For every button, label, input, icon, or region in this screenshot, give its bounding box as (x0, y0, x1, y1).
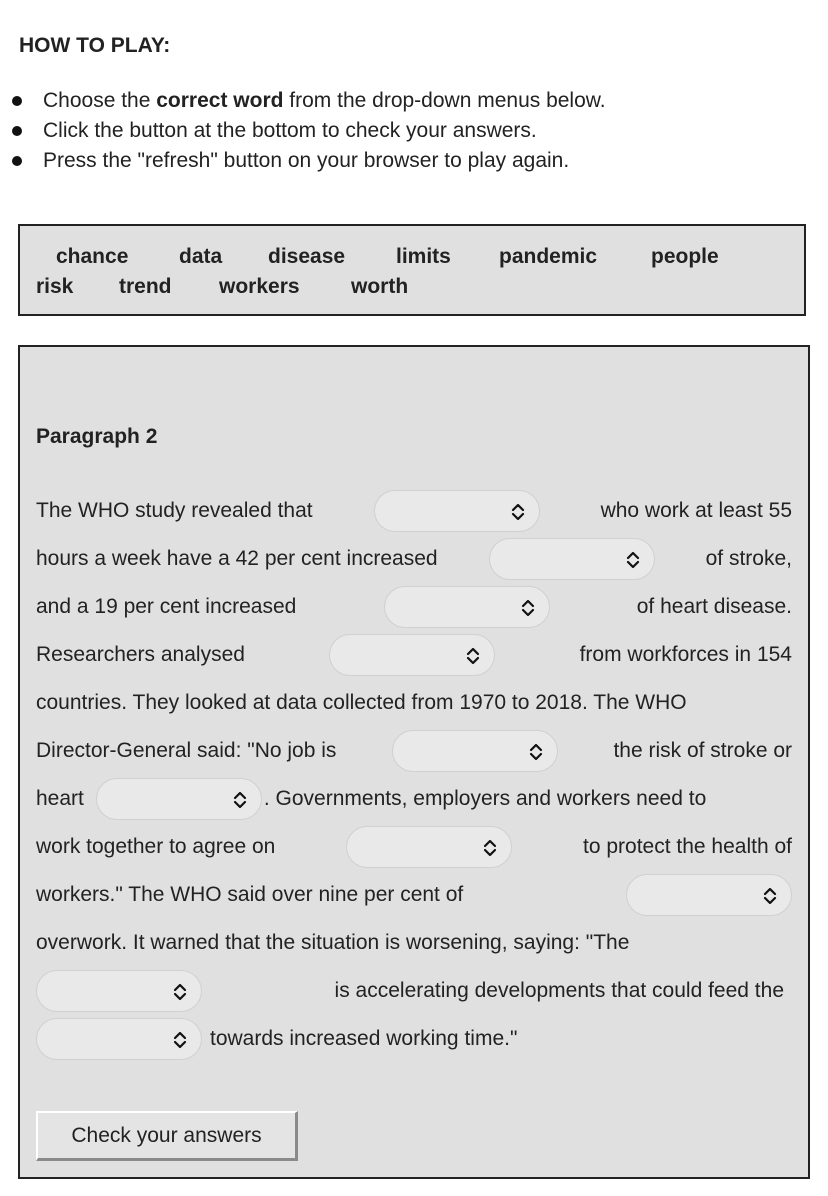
instruction-text: from the drop-down menus below. (283, 89, 606, 112)
chevron-up-down-icon (173, 983, 187, 1001)
paragraph-text: the risk of stroke or (613, 739, 792, 762)
answer-dropdown-4[interactable] (329, 634, 495, 676)
paragraph-text: workers." The WHO said over nine per cent of (36, 883, 464, 906)
chevron-up-down-icon (511, 503, 525, 521)
answer-dropdown-9[interactable] (36, 970, 202, 1012)
instruction-emphasis: correct word (156, 89, 284, 112)
text-line (36, 1015, 792, 1063)
paragraph-text: and a 19 per cent increased (36, 595, 297, 618)
word-bank-item: risk (36, 275, 74, 298)
chevron-up-down-icon (529, 743, 543, 761)
paragraph-text: who work at least 55 (600, 499, 792, 522)
chevron-up-down-icon (173, 1031, 187, 1049)
text-line (36, 823, 792, 871)
paragraph-text: towards increased working time." (210, 1027, 518, 1050)
chevron-up-down-icon (233, 791, 247, 809)
instruction-item (0, 86, 828, 116)
paragraph-text: overwork. It warned that the situation is worsening, saying: "The (36, 931, 630, 954)
text-line (36, 631, 792, 679)
instruction-text: Press the "refresh" button on your browser to play again. (43, 149, 570, 172)
paragraph-text: to protect the health of (583, 835, 792, 858)
paragraph-text: of heart disease. (636, 595, 792, 618)
text-line (36, 775, 792, 823)
answer-dropdown-3[interactable] (384, 586, 550, 628)
chevron-up-down-icon (626, 551, 640, 569)
text-line (36, 535, 792, 583)
paragraph-text: hours a week have a 42 per cent increased (36, 547, 438, 570)
answer-dropdown-2[interactable] (489, 538, 655, 580)
answer-dropdown-5[interactable] (392, 730, 558, 772)
word-bank-item: trend (119, 275, 172, 298)
paragraph-text: Researchers analysed (36, 643, 245, 666)
text-line (36, 583, 792, 631)
paragraph-title: Paragraph 2 (36, 425, 158, 448)
check-answers-button[interactable]: Check your answers (36, 1111, 298, 1161)
bullet-icon (12, 96, 22, 106)
answer-dropdown-1[interactable] (374, 490, 540, 532)
chevron-up-down-icon (521, 599, 535, 617)
text-line (36, 487, 792, 535)
paragraph-text: work together to agree on (36, 835, 276, 858)
word-bank-item: disease (268, 245, 346, 268)
paragraph-text: is accelerating developments that could feed the (334, 979, 784, 1002)
answer-dropdown-8[interactable] (626, 874, 792, 916)
instruction-text: Click the button at the bottom to check your answers. (43, 119, 537, 142)
text-line (36, 919, 784, 967)
text-line (36, 871, 792, 919)
word-bank-item: chance (56, 245, 129, 268)
instructions-list (0, 86, 828, 176)
answer-dropdown-10[interactable] (36, 1018, 202, 1060)
word-bank-item: workers (219, 275, 300, 298)
answer-dropdown-6[interactable] (96, 778, 262, 820)
text-line (36, 967, 784, 1015)
exercise-panel (18, 345, 810, 1179)
paragraph-text: Director-General said: "No job is (36, 739, 337, 762)
paragraph-text: countries. They looked at data collected from 1970 to 2018. The WHO (36, 691, 687, 714)
paragraph-text: heart (36, 787, 84, 810)
word-bank-item: limits (396, 245, 451, 268)
paragraph-text: of stroke, (705, 547, 792, 570)
paragraph-text: from workforces in 154 (579, 643, 792, 666)
text-line (36, 679, 792, 727)
word-bank-item: worth (351, 275, 409, 298)
instruction-text: Choose the (43, 89, 157, 112)
how-to-play-title: HOW TO PLAY: (19, 34, 171, 57)
chevron-up-down-icon (466, 647, 480, 665)
word-bank-item: people (651, 245, 719, 268)
word-bank-item: data (179, 245, 223, 268)
paragraph-text: The WHO study revealed that (36, 499, 313, 522)
answer-dropdown-7[interactable] (346, 826, 512, 868)
paragraph-text: . Governments, employers and workers need to (263, 787, 707, 810)
instruction-item (0, 146, 828, 176)
bullet-icon (12, 126, 22, 136)
bullet-icon (12, 156, 22, 166)
instruction-item (0, 116, 828, 146)
chevron-up-down-icon (763, 887, 777, 905)
chevron-up-down-icon (483, 839, 497, 857)
text-line (36, 727, 792, 775)
word-bank-item: pandemic (499, 245, 598, 268)
word-bank (18, 224, 806, 316)
